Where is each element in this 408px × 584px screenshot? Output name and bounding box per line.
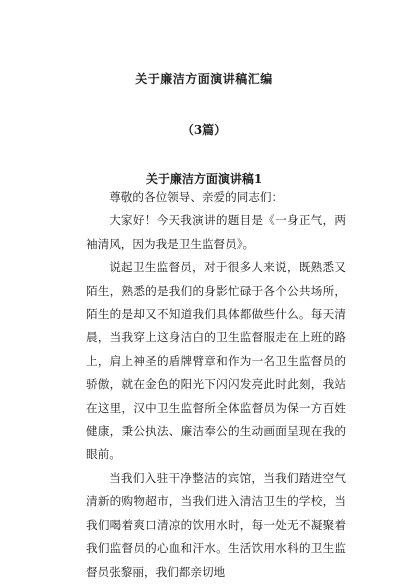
document-title: 关于廉洁方面演讲稿汇编 (135, 72, 273, 86)
document-count: （3篇） (181, 123, 227, 137)
document-body (86, 186, 346, 584)
paragraph-intro: 大家好！今天我演讲的题目是《一身正气，两袖清风，因为我是卫生监督员》。 (86, 213, 346, 251)
speech-title: 关于廉洁方面演讲稿1 (145, 172, 263, 186)
paragraph-body: 当我们入驻干净整洁的宾馆，当我们踏进空气清新的购物超市，当我们进入清洁卫生的学校，当我们喝着爽口清凉的饮用水时，每一处无不凝聚着我们监督员的心血和汗水。生活饮用水科的卫生监督员张黎丽，我们都亲切地 (86, 470, 346, 579)
paragraph-body: 说起卫生监督员，对于很多人来说，既熟悉又陌生，熟悉的是我们的身影忙碌于各个公共场所，陌生的是却又不知道我们具体都做些什么。每天清晨，当我穿上这身洁白的卫生监督服走在上班的路上，肩上神圣的盾牌臂章和作为一名卫生监督员的骄傲，就在金色的阳光下闪闪发亮此时此刻，我站在这里，汉中卫生监督所全体监督员为保一方百姓健康，秉公执法、廉洁奉公的生动画面呈现在我的眼前。 (86, 260, 346, 462)
paragraph-greeting: 尊敬的各位领导、亲爱的同志们： (109, 190, 284, 204)
